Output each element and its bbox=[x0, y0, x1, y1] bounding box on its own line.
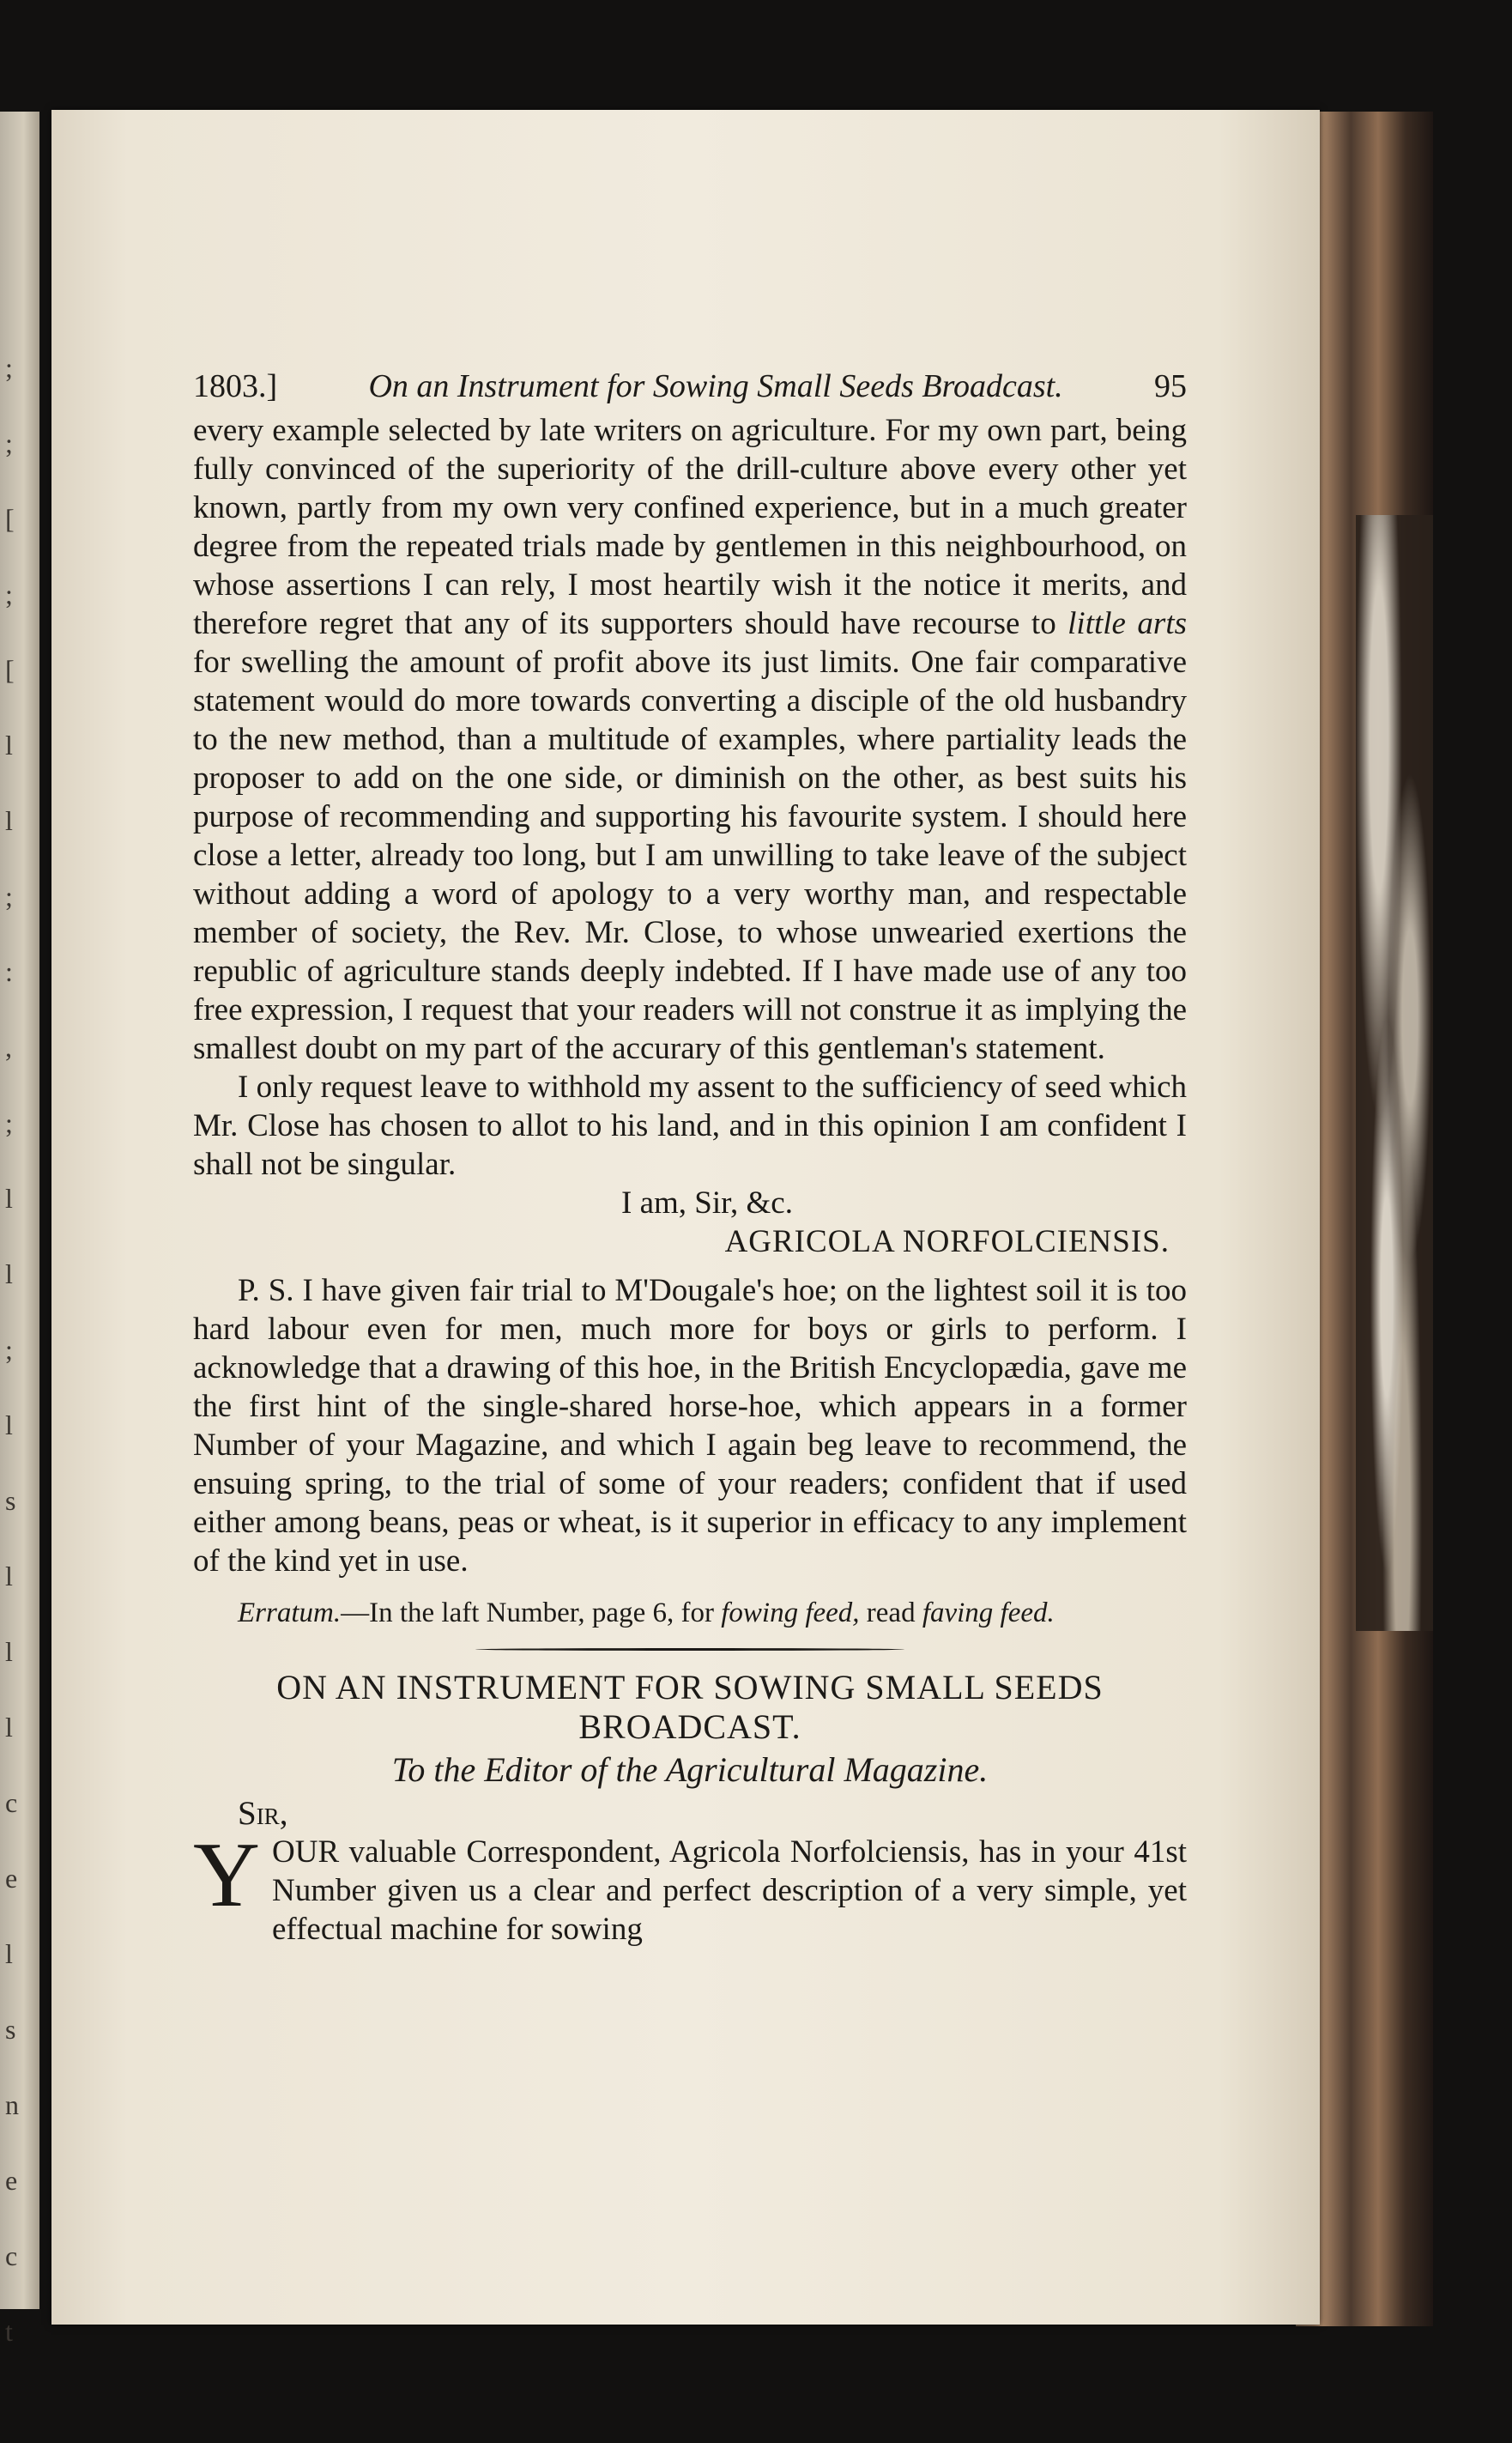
prev-page-mark: [ bbox=[5, 503, 15, 534]
opening-text: OUR valuable Correspondent, Agricola Norfolciensis, has in your 41st Number given us a clear and perfect description of a very simple, yet effectual machine for sowing bbox=[272, 1834, 1187, 1947]
signature: AGRICOLA NORFOLCIENSIS. bbox=[724, 1224, 1170, 1259]
marbled-edge bbox=[1356, 515, 1433, 1631]
prev-page-mark: ; bbox=[5, 427, 13, 458]
prev-page-mark: [ bbox=[5, 654, 15, 685]
prev-page-mark: ; bbox=[5, 352, 13, 383]
book-page bbox=[51, 110, 1320, 2325]
prev-page-mark: l bbox=[5, 1938, 13, 1969]
prev-page-mark: ; bbox=[5, 881, 13, 912]
page-text bbox=[193, 367, 1187, 1949]
paragraph-1-italic: little arts bbox=[1067, 606, 1188, 641]
prev-page-mark: l bbox=[5, 730, 13, 761]
erratum-label: Erratum. bbox=[238, 1597, 342, 1628]
postscript: P. S. I have given fair trial to M'Dougale's hoe; on the lightest soil it is too hard labour even for men, much more for boys or girls to perform. I acknowledge that a drawing of this hoe, in the British Encyclopædia, gave me the first hint of the single-shared horse-hoe, which appears in a former Number of your Magazine, and which I again beg leave to recommend, the ensuing spring, to the trial of some of your readers; confident that if used either among beans, peas or wheat, is it superior in efficacy to any implement of the kind yet in use. bbox=[193, 1273, 1187, 1579]
erratum-right: faving feed. bbox=[922, 1597, 1055, 1628]
erratum-wrong: fowing feed, bbox=[721, 1597, 860, 1628]
prev-page-mark: l bbox=[5, 1712, 13, 1743]
prev-page-mark: ; bbox=[5, 1334, 13, 1365]
erratum-text-2: read bbox=[866, 1597, 916, 1628]
prev-page-mark: , bbox=[5, 1032, 12, 1063]
prev-page-mark: : bbox=[5, 956, 13, 987]
prev-page-mark: l bbox=[5, 1258, 13, 1289]
opening-paragraph bbox=[193, 1824, 1187, 1949]
paragraph-2: I only request leave to withhold my assent to the sufficiency of seed which Mr. Close has chosen to allot to his land, and in this opinion I am confident I shall not be singular. bbox=[193, 1070, 1187, 1182]
article-title-line-1: ON AN INSTRUMENT FOR SOWING SMALL SEEDS bbox=[276, 1668, 1104, 1706]
prev-page-mark: l bbox=[5, 1636, 13, 1667]
prev-page-mark: s bbox=[5, 1485, 16, 1516]
prev-page-mark: e bbox=[5, 2165, 18, 2196]
header-year: 1803.] bbox=[193, 368, 278, 404]
prev-page-mark: l bbox=[5, 1409, 13, 1440]
paragraph-1-text: every example selected by late writers on agriculture. For my own part, being fully convinced of the superiority of the drill-culture above every other yet known, partly from my own very confined experience, but in a much greater degree from the repeated trials made by gentlemen in this neighbourhood, on whose assertions I can rely, I most heartily wish it the notice it merits, and therefore regret that any of its supporters should have recourse to bbox=[193, 413, 1187, 641]
header-title: On an Instrument for Sowing Small Seeds Broadcast. bbox=[368, 368, 1063, 404]
prev-page-mark: ; bbox=[5, 1107, 13, 1138]
prev-page-mark: n bbox=[5, 2089, 19, 2120]
prev-page-mark: c bbox=[5, 1787, 18, 1818]
paragraph-1-rest: for swelling the amount of profit above its just limits. One fair comparative statement would do more towards converting a disciple of the old husbandry to the new method, than a multitude of examples, where partiality leads the proposer to add on the one side, or diminish on the other, as best suits his purpose of recommending and supporting his favourite system. I should here close a letter, already too long, but I am unwilling to take leave of the subject without adding a word of apology to a very worthy man, and respectable member of society, the Rev. Mr. Close, to whose unwearied exertions the republic of agriculture stands deeply indebted. If I have made use of any too free expression, I request that your readers will not construe it as implying the smallest doubt on my part of the accurary of this gentleman's statement. bbox=[193, 645, 1187, 1066]
running-header bbox=[193, 367, 1187, 406]
section-rule bbox=[475, 1648, 904, 1651]
paragraph-1 bbox=[193, 411, 1187, 1068]
article-subtitle: To the Editor of the Agricultural Magazine. bbox=[391, 1750, 989, 1789]
prev-page-mark: t bbox=[5, 2316, 13, 2347]
prev-page-mark: l bbox=[5, 1561, 13, 1591]
page-number: 95 bbox=[1153, 368, 1187, 404]
salutation: Sir, bbox=[238, 1795, 288, 1832]
previous-page-edge bbox=[0, 112, 39, 2347]
erratum bbox=[238, 1594, 1187, 1633]
prev-page-mark: c bbox=[5, 2240, 18, 2271]
prev-page-mark: l bbox=[5, 1183, 13, 1214]
drop-cap: Y bbox=[193, 1824, 260, 1926]
closing: I am, Sir, &c. bbox=[621, 1185, 793, 1221]
prev-page-mark: ; bbox=[5, 579, 13, 609]
prev-page-mark: l bbox=[5, 805, 13, 836]
article-title-line-2: BROADCAST. bbox=[578, 1707, 801, 1746]
erratum-text-1: —In the laft Number, page 6, for bbox=[341, 1597, 714, 1628]
prev-page-mark: e bbox=[5, 1863, 18, 1894]
prev-page-mark: s bbox=[5, 2014, 16, 2045]
